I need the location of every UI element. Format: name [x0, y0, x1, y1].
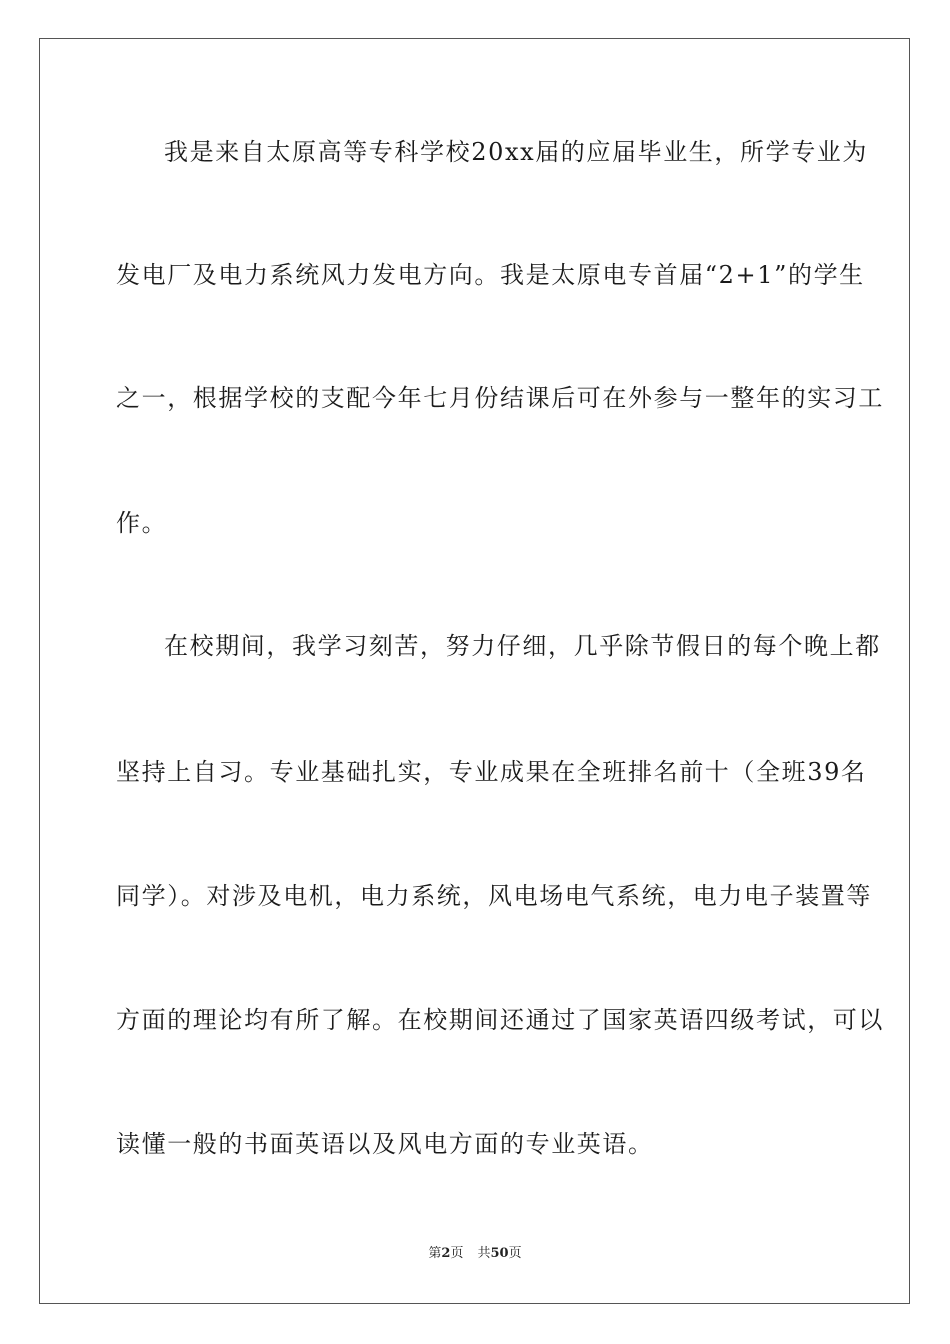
- page-border: [39, 38, 910, 1304]
- total-suffix: 页: [508, 1246, 522, 1261]
- paragraph-1-line-1: 我是来自太原高等专科学校20xx届的应届毕业生，所学专业为: [164, 138, 869, 166]
- total-pages: 50: [490, 1246, 509, 1261]
- page-footer: [0, 1245, 950, 1263]
- paragraph-1-line-2: 发电厂及电力系统风力发电方向。我是太原电专首届“2+1”的学生: [116, 261, 865, 289]
- paragraph-2-line-3: 同学）。对涉及电机，电力系统，风电场电气系统，电力电子装置等: [116, 882, 872, 910]
- paragraph-1-line-3: 之一，根据学校的支配今年七月份结课后可在外参与一整年的实习工: [116, 384, 884, 412]
- paragraph-2-line-2: 坚持上自习。专业基础扎实，专业成果在全班排名前十（全班39名: [116, 758, 867, 786]
- page-suffix: 页: [450, 1246, 464, 1261]
- paragraph-1-line-4: 作。: [116, 509, 168, 537]
- paragraph-2-line-4: 方面的理论均有所了解。在校期间还通过了国家英语四级考试，可以: [116, 1006, 884, 1034]
- total-prefix: 共: [477, 1246, 491, 1261]
- paragraph-2-line-5: 读懂一般的书面英语以及风电方面的专业英语。: [116, 1130, 654, 1158]
- paragraph-2-line-1: 在校期间，我学习刻苦，努力仔细，几乎除节假日的每个晚上都: [164, 632, 881, 660]
- page-prefix: 第: [428, 1246, 442, 1261]
- page-number: 2: [441, 1246, 451, 1261]
